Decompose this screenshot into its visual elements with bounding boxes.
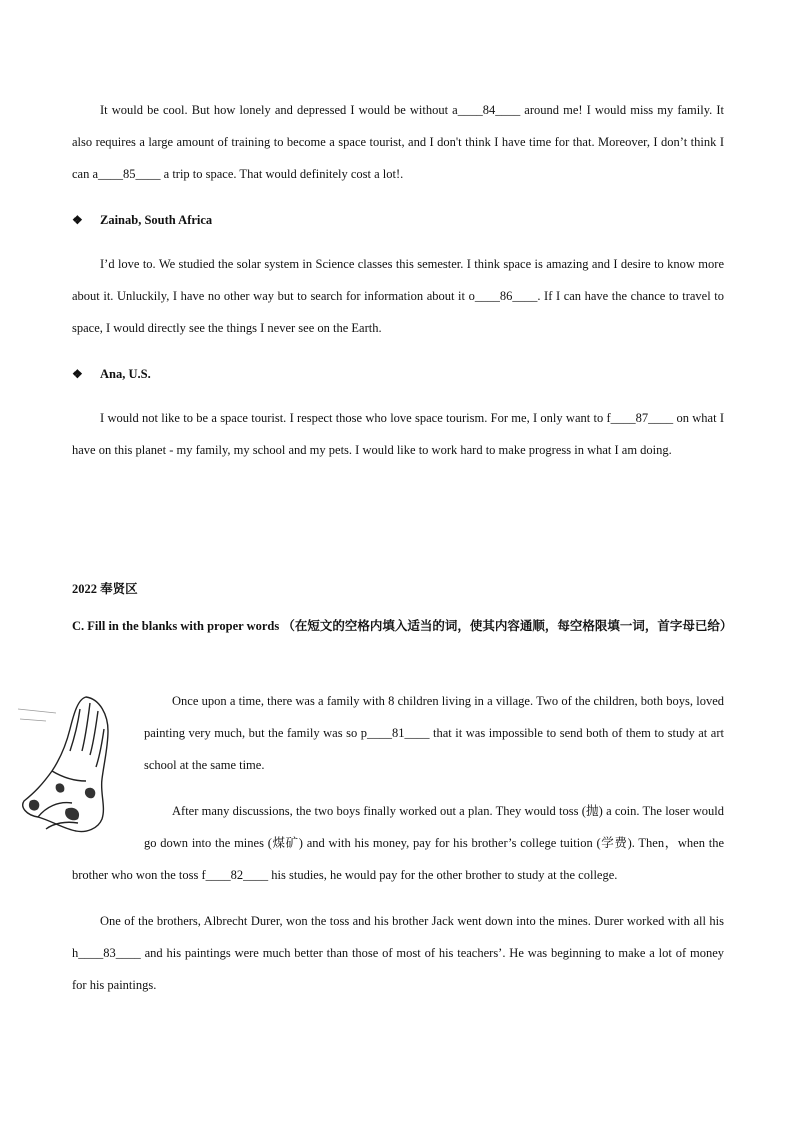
paragraph-passage2-p2: After many discussions, the two boys finally worked out a plan. They would toss (抛) a coin. The loser would go down into the mines (煤矿) and with his money, pay for his brother’s college tuition (学费). Then，when the brother who won the toss f____82____ his studies, he would pay for the other brother to study at the college. bbox=[72, 804, 724, 882]
paragraph-passage2-p1: Once upon a time, there was a family with 8 children living in a village. Two of the children, both boys, loved painting very much, but the family was so p____81____ that it was impossible to send both of them to study at art school at the same time. bbox=[144, 694, 724, 772]
bullet-icon: ❖ bbox=[72, 213, 83, 227]
praying-hands-icon bbox=[16, 689, 122, 839]
paragraph-passage2-p3: One of the brothers, Albrecht Durer, won the toss and his brother Jack went down into the mines. Durer worked with all his h____83____ and his paintings were much better than those of most of his teachers’. He was beginning to make a lot of money for his paintings. bbox=[72, 914, 724, 992]
paragraph-passage1-p1: It would be cool. But how lonely and depressed I would be without a____84____ around me! I would miss my family. It also requires a large amount of training to become a space tourist, and I don't think I have time for that. Moreover, I don’t think I can a____85____ a trip to space. That would definitely cost a lot!. bbox=[72, 103, 724, 181]
bullet-icon: ❖ bbox=[72, 367, 83, 381]
speaker-heading-zainab: ❖ Zainab, South Africa bbox=[72, 210, 212, 230]
passage2-body bbox=[72, 685, 724, 1001]
speaker-heading-ana: ❖ Ana, U.S. bbox=[72, 364, 151, 384]
paragraph-passage1-p2: I’d love to. We studied the solar system in Science classes this semester. I think space is amazing and I desire to know more about it. Unluckily, I have no other way but to search for information about it o____86____. If I can have the chance to travel to space, I would directly see the things I never see on the Earth. bbox=[72, 257, 724, 335]
section-year-heading: 2022 奉贤区 bbox=[72, 582, 138, 596]
section-title: C. Fill in the blanks with proper words （在短文的空格内填入适当的词，使其内容通顺，每空格限填一词，首字母已给） bbox=[72, 619, 733, 633]
paragraph-passage1-p3: I would not like to be a space tourist. I respect those who love space tourism. For me, I only want to f____87____ on what I have on this planet - my family, my school and my pets. I would like to work hard to make progress in what I am doing. bbox=[72, 411, 724, 457]
